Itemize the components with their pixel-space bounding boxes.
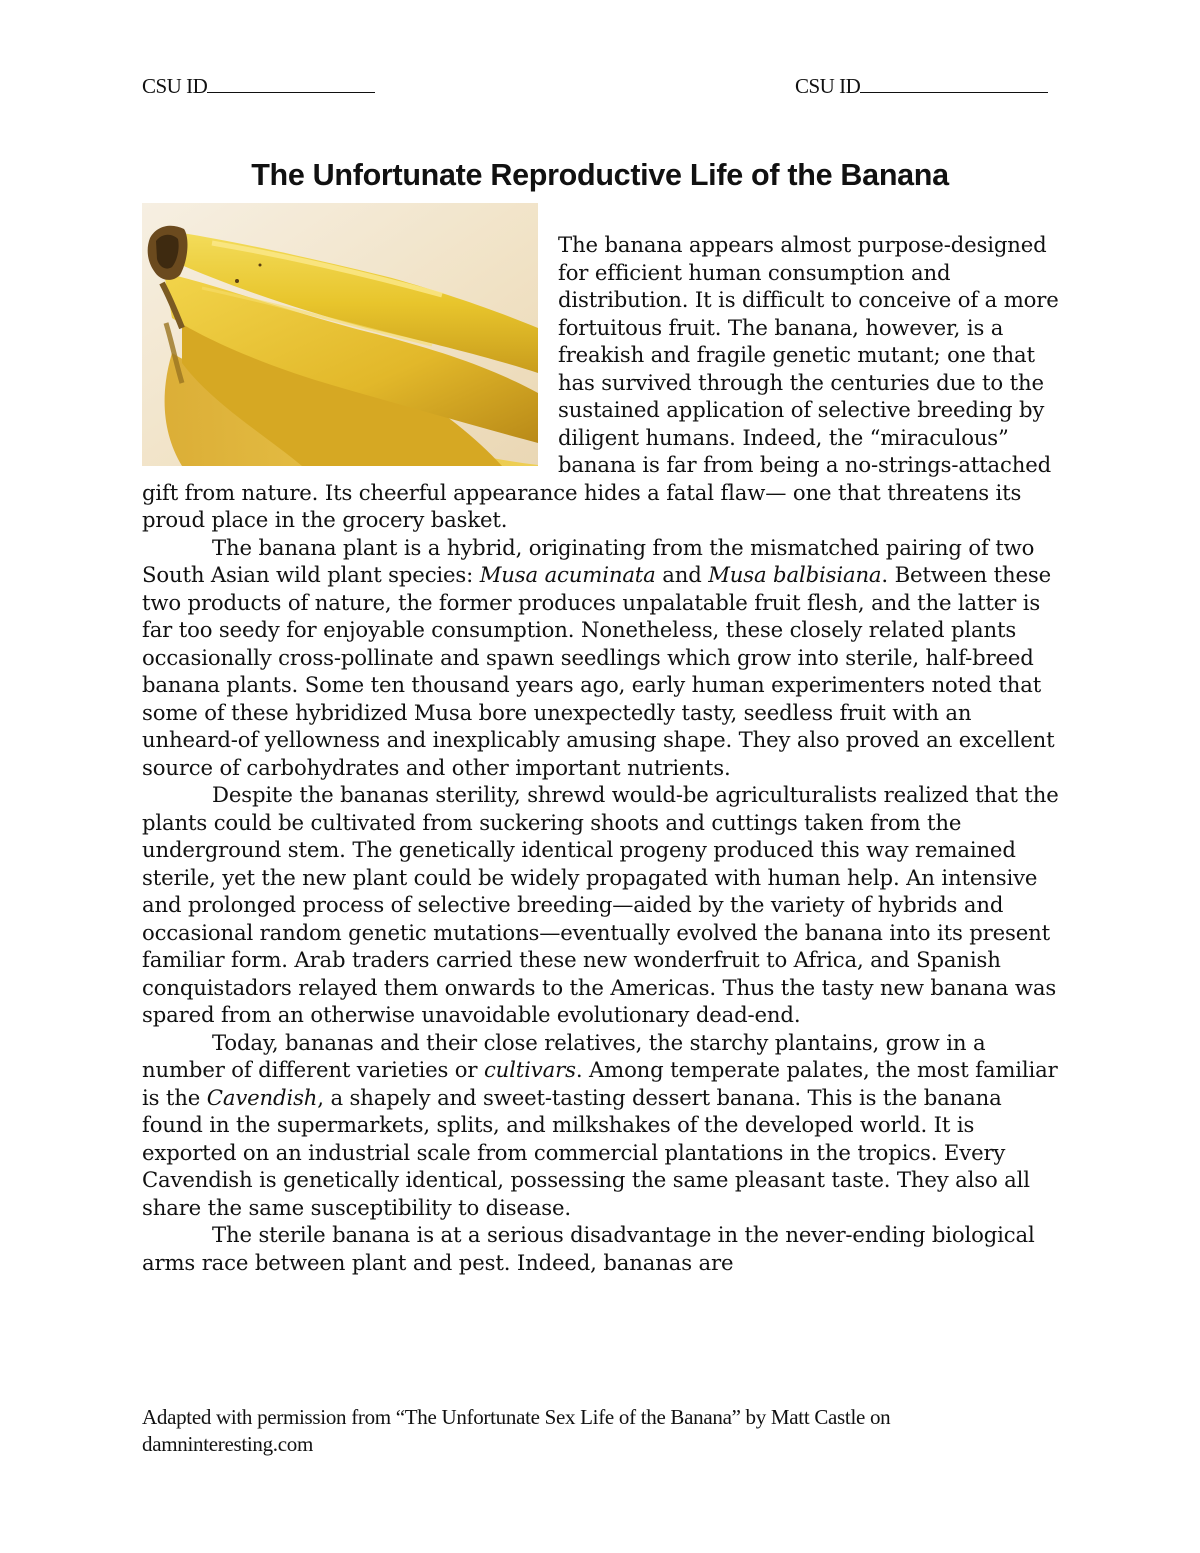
csu-id-field-left: [142, 72, 375, 99]
paragraph-2-and: and: [655, 562, 709, 587]
paragraph-3: Despite the bananas sterility, shrewd would-be agriculturalists realized that the plants could be cultivated from suckering shoots and cuttings taken from the underground stem. The genetically identical progeny produced this way remained sterile, yet the new plant could be widely propagated with human help. An intensive and prolonged process of selective breeding—aided by the variety of hybrids and occasional random genetic mutations—eventually evolved the banana into its present familiar form. Arab traders carried these new wonderfruit to Africa, and Spanish conquistadors relayed them onwards to the Americas. Thus the tasty new banana was spared from an otherwise unavoidable evolutionary dead-end.: [142, 782, 1059, 1027]
term-cavendish: Cavendish: [206, 1084, 318, 1110]
attribution-footer: [142, 1404, 1042, 1457]
term-cultivars: cultivars: [483, 1057, 576, 1082]
csu-id-blank-left: [207, 72, 375, 93]
attribution-line-2: damninteresting.com: [142, 1431, 314, 1456]
paragraph-2-text-b: . Between these two products of nature, the former produces unpalatable fruit flesh, and the latter is far too seedy for enjoyable consumption. Nonetheless, these closely related plants occasionally cross-pollinate and spawn seedlings which grow into sterile, half-breed banana plants. Some ten thousand years ago, early human experimenters noted that some of these hybridized Musa bore unexpectedly tasty, seedless fruit with an unheard-of yellowness and inexplicably amusing shape. They also proved an excellent source of carbohydrates and other important nutrients.: [142, 562, 1055, 780]
paragraph-2: [142, 534, 1060, 782]
paragraph-4: [142, 1029, 1060, 1222]
banana-photo: [142, 203, 538, 466]
paragraph-1: The banana appears almost purpose-designed for efficient human consumption and distribution. It is difficult to conceive of a more fortuitous fruit. The banana, however, is a freakish and fragile genetic mutant; one that has survived through the centuries due to the sustained application of selective breeding by diligent humans. Indeed, the “miraculous” banana is far from being a no-strings-attached gift from nature. Its cheerful appearance hides a fatal flaw— one that threatens its proud place in the grocery basket.: [142, 232, 1059, 532]
species-name-balbisiana: Musa balbisiana: [708, 562, 882, 587]
paragraph-4-text-c: , a shapely and sweet-tasting dessert banana. This is the banana found in the supermarkets, splits, and milkshakes of the developed world. It is exported on an industrial scale from commercial plantations in the tropics. Every Cavendish is genetically identical, possessing the same pleasant taste. They also all share the same susceptibility to disease.: [142, 1084, 1030, 1220]
paragraph-4-text-b: . Among temperate palates, the most familiar is the: [142, 1057, 1058, 1110]
document-title: The Unfortunate Reproductive Life of the Banana: [251, 158, 949, 192]
paragraph-2-text-a: The banana plant is a hybrid, originating from the mismatched pairing of two South Asian wild plant species:: [142, 534, 1035, 587]
csu-id-label-right: CSU ID: [795, 74, 861, 98]
paragraph-4-text-a: Today, bananas and their close relatives, the starchy plantains, grow in a number of different varieties or: [142, 1029, 986, 1082]
csu-id-field-right: [795, 72, 1048, 99]
csu-id-blank-right: [860, 72, 1048, 93]
article-body: [142, 203, 1060, 1276]
species-name-acuminata: Musa acuminata: [479, 562, 656, 587]
paragraph-5: The sterile banana is at a serious disadvantage in the never-ending biological arms race between plant and pest. Indeed, bananas are: [142, 1222, 1035, 1275]
csu-id-label-left: CSU ID: [142, 74, 208, 98]
attribution-line-1: Adapted with permission from “The Unfortunate Sex Life of the Banana” by Matt Castle on: [142, 1405, 891, 1429]
